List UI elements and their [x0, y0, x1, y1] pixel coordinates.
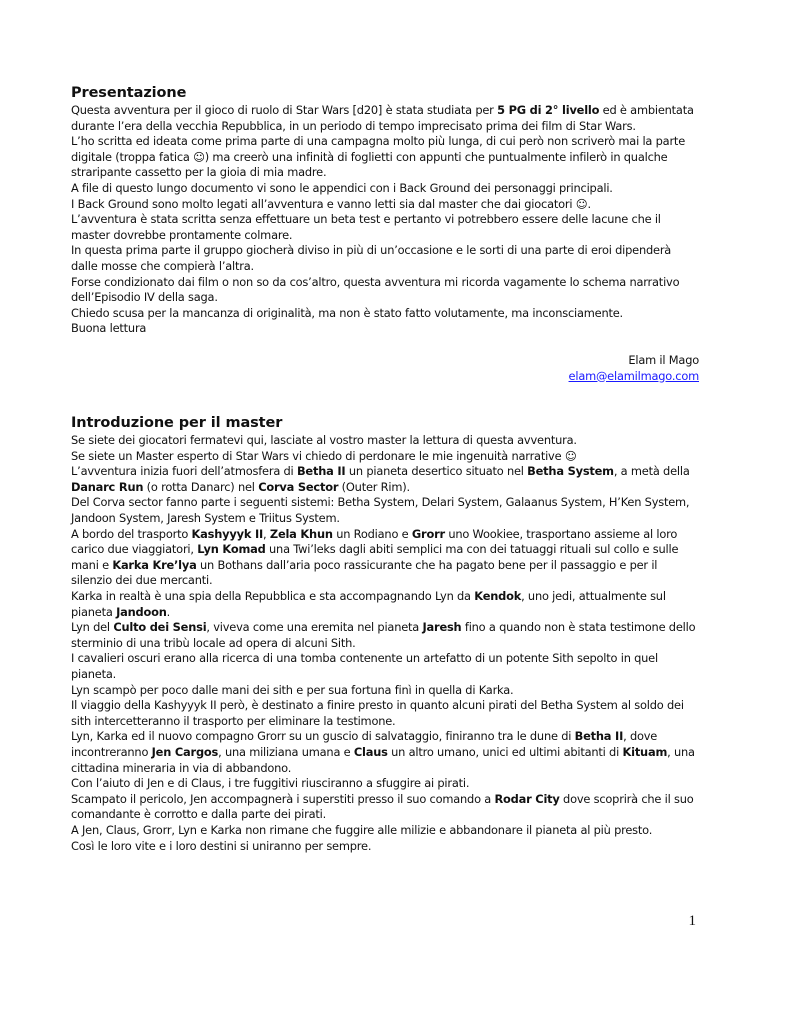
text-run: Scampato il pericolo, Jen accompagnerà i superstiti presso il suo comando a [71, 791, 495, 806]
paragraph: I Back Ground sono molto legati all’avventura e vanno letti sia dal master che dai giocatori ☺. [71, 196, 591, 211]
text-run: un Rodiano e [332, 526, 412, 541]
paragraph [71, 589, 699, 620]
paragraph: Il viaggio della Kashyyyk II però, è destinato a finire presto in quanto alcuni pirati del Betha System al soldo dei sith intercetteranno il trasporto per eliminare la testimone. [71, 698, 684, 728]
paragraph: L’ho scritta ed ideata come prima parte di una campagna molto più lunga, di cui però non scriverò mai la parte digitale (troppa fatica ☺) ma creerò una infinità di foglietti con appunti che puntualmente infilerò in qualche straripante cassetto per la gioia di mia madre. [71, 134, 685, 180]
text-run: (Outer Rim). [338, 479, 410, 494]
bold-text: Betha System [527, 464, 614, 479]
paragraph: A file di questo lungo documento vi sono le appendici con i Back Ground dei personaggi principali. [71, 180, 613, 195]
bold-text: Jen Cargos [151, 744, 219, 759]
bold-text: Culto dei Sensi [113, 620, 207, 635]
text-run: un altro umano, unici ed ultimi abitanti di [387, 744, 623, 759]
text-run: , viveva come una eremita nel pianeta [206, 620, 423, 635]
paragraph: Chiedo scusa per la mancanza di originalità, ma non è stato fatto volutamente, ma inconsciamente. [71, 305, 623, 320]
text-run: L’avventura inizia fuori dell’atmosfera di [71, 464, 297, 479]
text-run: Lyn del [71, 620, 114, 635]
text-run: Karka in realtà è una spia della Repubblica e sta accompagnando Lyn da [71, 589, 475, 604]
paragraph: Se siete dei giocatori fermatevi qui, lasciate al vostro master la lettura di questa avventura. [71, 433, 577, 448]
paragraph [71, 527, 699, 589]
paragraph [71, 464, 699, 495]
bold-text: Kituam [622, 744, 668, 759]
page-number: 1 [688, 913, 696, 929]
paragraph: Così le loro vite e i loro destini si uniranno per sempre. [71, 838, 372, 853]
text-run: una Twi’leks dagli abiti semplici ma con dei tatuaggi rituali sul collo e sulle mani e [71, 542, 679, 572]
author-email-link[interactable]: elam@elamilmago.com [568, 368, 699, 383]
text-run: , a metà della [613, 464, 690, 479]
bold-text: Corva Sector [258, 479, 339, 494]
paragraph: I cavalieri oscuri erano alla ricerca di una tomba contenente un artefatto di un potente Sith sepolto in quel pianeta. [71, 651, 658, 681]
paragraph: Forse condizionato dai film o non so da cos’altro, questa avventura mi ricorda vagamente lo schema narrativo dell’Episodio IV della saga. [71, 274, 680, 305]
text-run: . [166, 604, 171, 619]
text-run: fino a quando non è stata testimone dello sterminio di una tribù locale ad opera di alcuni Sith. [71, 620, 696, 650]
bold-text: Danarc Run [71, 479, 144, 494]
paragraph: Se siete un Master esperto di Star Wars vi chiedo di perdonare le mie ingenuità narrative ☺ [71, 448, 577, 463]
text-run: (o rotta Danarc) nel [143, 479, 259, 494]
bold-text: Betha II [574, 729, 624, 744]
author-name: Elam il Mago [628, 352, 699, 367]
paragraph [71, 620, 699, 651]
bold-text: Kendok [474, 589, 522, 604]
text-run: , [263, 526, 270, 541]
text-run: ed è ambientata durante l’era della vecchia Repubblica, in un periodo di tempo imprecisato prima dei film di Star Wars. [71, 103, 694, 133]
bold-text: Betha II [296, 464, 346, 479]
text-run: un Bothans dall’aria poco rassicurante che ha pagato bene per il passaggio e per il silenzio dei due mercanti. [71, 557, 658, 588]
paragraph: Buona lettura [71, 321, 147, 336]
bold-text: Jaresh [422, 620, 462, 635]
paragraph: Del Corva sector fanno parte i seguenti sistemi: Betha System, Delari System, Galaanus System, H’Ken System, Jandoon System, Jaresh System e Triitus System. [71, 495, 690, 526]
text-run: , una cittadina mineraria in via di abbandono. [71, 744, 695, 775]
text-run: , una miliziana umana e [218, 744, 354, 759]
signature-block [71, 353, 699, 384]
text-run: A bordo del trasporto [71, 526, 192, 541]
text-run: un pianeta desertico situato nel [345, 464, 528, 479]
bold-text: Karka Kre’lya [112, 557, 197, 572]
text-run: , uno jedi, attualmente sul pianeta [71, 589, 666, 619]
bold-text: Jandoon [116, 604, 167, 619]
section-title-presentazione: Presentazione [71, 85, 187, 101]
paragraph [71, 792, 699, 823]
bold-text: Claus [353, 744, 388, 759]
bold-text: 5 PG di 2° livello [497, 103, 600, 117]
paragraph [71, 729, 699, 776]
text-run: dove scoprirà che il suo comandante è corrotto e dalla parte dei pirati. [71, 791, 694, 822]
bold-text: Grorr [411, 526, 445, 541]
bold-text: Zela Khun [269, 526, 333, 541]
text-run: uno Wookiee, trasportano assieme al loro carico due viaggiatori, [71, 526, 678, 557]
section-title-introduzione: Introduzione per il master [71, 415, 283, 432]
paragraph [71, 103, 699, 134]
text-run: Lyn, Karka ed il nuovo compagno Grorr su un guscio di salvataggio, finiranno tra le dune di [71, 729, 575, 744]
paragraph: Lyn scampò per poco dalle mani dei sith e per sua fortuna finì in quella di Karka. [71, 682, 514, 697]
bold-text: Kashyyyk II [191, 526, 264, 541]
bold-text: Lyn Komad [197, 542, 266, 557]
paragraph: Con l’aiuto di Jen e di Claus, i tre fuggitivi riusciranno a sfuggire ai pirati. [71, 776, 470, 791]
paragraph: In questa prima parte il gruppo giocherà diviso in più di un’occasione e le sorti di una parte di eroi dipenderà dalle mosse che compierà l’altra. [71, 243, 672, 273]
text-run: Questa avventura per il gioco di ruolo di Star Wars [d20] è stata studiata per [71, 103, 498, 117]
paragraph: L’avventura è stata scritta senza effettuare un beta test e pertanto vi potrebbero essere delle lacune che il master dovrebbe prontamente colmare. [71, 212, 661, 242]
text-run: , dove incontreranno [71, 729, 658, 759]
bold-text: Rodar City [494, 791, 560, 806]
page-content [71, 84, 699, 854]
paragraph: A Jen, Claus, Grorr, Lyn e Karka non rimane che fuggire alle milizie e abbandonare il pianeta al più presto. [71, 822, 653, 837]
